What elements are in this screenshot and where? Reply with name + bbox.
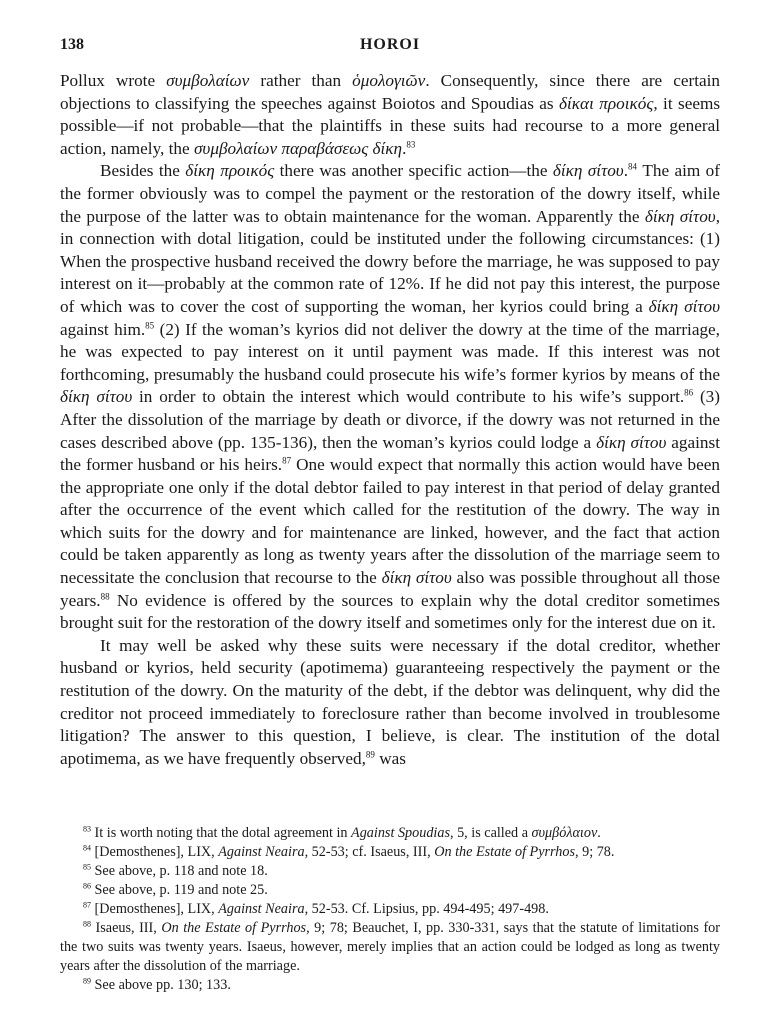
work-title: Against Neaira (218, 844, 305, 860)
text-run: , 52-53. Cf. Lipsius, pp. 494-495; 497-498. (304, 901, 549, 917)
footnote-ref-84: 84 (628, 161, 637, 172)
text-run: See above pp. 130; 133. (91, 977, 231, 993)
text-run: The aim of the former obviously was to compel the payment or the restoration of the dowry itself, while the purpose of the latter was to obtain maintenance for the woman. Apparently the (60, 161, 720, 226)
text-run: rather than (249, 71, 353, 90)
text-run: . (402, 138, 407, 158)
text-run: , 52-53; cf. Isaeus, III, (304, 844, 435, 860)
page-number: 138 (60, 36, 84, 53)
text-run: , 9; 78. (575, 844, 615, 860)
greek-term: δίκη σίτου (644, 206, 716, 226)
text-run: against the former husband or his heirs. (60, 432, 720, 475)
text-run: also was possible throughout all those years. (60, 568, 720, 610)
footnote-89 (60, 976, 720, 995)
footnote-86 (60, 881, 720, 900)
footnote-88 (60, 919, 720, 976)
footnote-ref-89: 89 (365, 749, 375, 760)
text-run: (2) If the woman’s kyrios did not deliver the dowry at the time of the marriage, he was expected to pay interest on it until payment was made. If this interest was not forthcoming, presumably the husband could prosecute his wife’s former kyrios by means of the (60, 319, 720, 384)
text-run: was (374, 748, 406, 768)
text-run: , 9; 78; Beauchet, I, pp. 330-331, says that the statute of limitations for the two suits was twenty years. Isaeus, however, merely implies that an action could be lodged as long as twenty years after the dissolution of the marriage. (60, 920, 720, 974)
greek-term: δίκη σίτου (648, 296, 720, 316)
paragraph-1 (60, 70, 720, 160)
footnote-ref-87: 87 (282, 455, 292, 466)
work-title: On the Estate of Pyrrhos (161, 920, 307, 936)
footnote-ref-85: 85 (145, 319, 155, 330)
footnote-ref-88: 88 (100, 590, 110, 601)
text-run: , in connection with dotal litigation, could be instituted under the following circumstances: (1) When the prospective husband received the dowry before the marriage, he was supposed to pay interest on it—probably at the common rate of 12%. If he did not pay this interest, the purpose of which was to cover the cost of supporting the woman, her kyrios could bring a (60, 206, 720, 316)
greek-term: δίκη προικός (185, 161, 275, 181)
text-run: It is worth noting that the dotal agreement in (91, 825, 352, 841)
greek-term: δίκη σίτου (381, 568, 452, 588)
footnote-87 (60, 900, 720, 919)
footnote-number: 88 (83, 919, 91, 929)
work-title: Against Spoudias (351, 825, 450, 841)
text-run: Isaeus, III, (91, 920, 162, 936)
text-run: See above, p. 119 and note 25. (91, 882, 268, 898)
body-text (60, 70, 720, 770)
footnote-84 (60, 843, 720, 862)
greek-term: συμβολαίων (166, 71, 250, 90)
text-run: . Consequently, since there are certain objections to classifying the speeches against Boiotos and Spoudias as (60, 71, 720, 113)
footnotes (60, 824, 720, 995)
running-title: HOROI (359, 36, 421, 53)
text-run: No evidence is offered by the sources to explain why the dotal creditor sometimes brought suit for the restoration of the dowry itself and sometimes only for the interest due on it. (60, 590, 720, 633)
text-run: , 5, is called a (449, 825, 532, 841)
greek-term: συμβόλαιον (531, 825, 598, 841)
greek-term: δίκαι προικός (559, 93, 654, 113)
text-run: there was another specific action—the (274, 161, 553, 181)
greek-term: δίκη σίτου (596, 432, 667, 452)
greek-term: δίκη σίτου (552, 161, 624, 181)
text-run: It may well be asked why these suits were necessary if the dotal creditor, whether husband or kyrios, held security (apotimema) guaranteeing respectively the payment or the restitution of the dowry. On the maturity of the debt, if the debtor was delinquent, why did the creditor not proceed immediately to foreclosure rather than become involved in troublesome litigation? The answer to this question, I believe, is clear. The institution of the dotal apotimema, as we have frequently observed, (60, 635, 720, 768)
text-run: See above, p. 118 and note 18. (91, 863, 268, 879)
text-run: [Demosthenes], LIX, (91, 901, 219, 917)
text-run: , it seems possible—if not probable—that the plaintiffs in these suits had recourse to a more general action, namely, the (60, 93, 721, 158)
work-title: Against Neaira (218, 901, 305, 917)
footnote-number: 89 (83, 976, 91, 986)
text-run: . (597, 825, 601, 841)
footnote-ref-86: 86 (684, 387, 694, 398)
greek-term: ὁμολογιῶν (352, 71, 426, 90)
text-run: against him. (60, 319, 146, 339)
text-run: in order to obtain the interest which would contribute to his wife’s support. (132, 387, 685, 407)
text-run: (3) After the dissolution of the marriage by death or divorce, if the dowry was not returned in the cases described above (pp. 135-136), then the woman’s kyrios could lodge a (60, 387, 720, 452)
text-run: One would expect that normally this action would have been the appropriate one only if the dotal debtor failed to pay interest in that period of delay granted after the occurrence of the event which called for the restitution of the dowry. The way in which suits for the dowry and for maintenance are linked, however, and the fact that action could be taken apparently as long as twenty years after the dissolution of the marriage seem to necessitate the conclusion that recourse to the (60, 455, 720, 588)
greek-term: δίκη σίτου (60, 387, 133, 407)
text-run: [Demosthenes], LIX, (91, 844, 219, 860)
work-title: On the Estate of Pyrrhos (434, 844, 576, 860)
footnote-number: 85 (83, 862, 91, 872)
paragraph-2 (60, 160, 720, 634)
footnote-number: 86 (83, 881, 91, 891)
page-header (60, 36, 720, 60)
footnote-ref-83: 83 (406, 139, 416, 150)
footnote-number: 87 (83, 900, 91, 910)
text-run: Pollux wrote (60, 71, 167, 90)
greek-term: συμβολαίων παραβάσεως δίκη (193, 138, 403, 158)
footnote-number: 84 (83, 843, 91, 853)
paragraph-3 (60, 635, 720, 771)
text-run: . (623, 161, 628, 181)
text-run: Besides the (100, 161, 186, 181)
footnote-85 (60, 862, 720, 881)
footnote-83 (60, 824, 720, 843)
footnote-number: 83 (83, 824, 91, 834)
